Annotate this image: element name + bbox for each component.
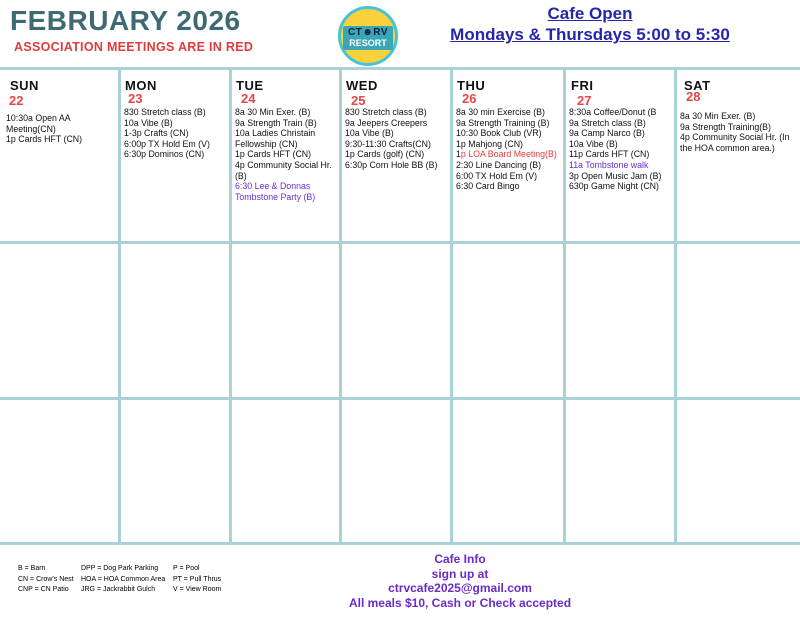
- day-name: WED: [346, 78, 378, 93]
- event-item: 6:30p Dominos (CN): [124, 149, 205, 160]
- day-number: 26: [462, 91, 477, 106]
- event-list: [345, 107, 447, 171]
- cafe-open-title: Cafe Open: [547, 4, 633, 23]
- event-item: 830 Stretch class (B): [345, 107, 427, 117]
- day-cell-sun: [3, 70, 118, 241]
- association-meetings-note: ASSOCIATION MEETINGS ARE IN RED: [14, 40, 254, 54]
- event-item: 2:30 Line Dancing (B): [456, 159, 542, 170]
- event-item: 10a Ladies Christain Fellowship (CN): [235, 128, 318, 149]
- legend-entry: HOA = HOA Common Area: [81, 575, 166, 583]
- event-item: [456, 149, 560, 160]
- day-cell-sat: [677, 70, 799, 241]
- event-item: 830 Stretch class (B): [124, 107, 206, 117]
- legend-row: [18, 575, 233, 586]
- legend-entry: CNP = CN Patio: [18, 586, 69, 593]
- event-item: 1-3p Crafts (CN): [124, 128, 189, 139]
- day-cell-thu: [453, 70, 563, 241]
- day-number: 22: [9, 93, 24, 108]
- legend-entry: V = View Room: [173, 586, 222, 593]
- cafe-info-signup: sign up at: [431, 566, 489, 581]
- event-text: p LOA Board Meeting(B): [460, 149, 557, 160]
- location-legend: [18, 564, 233, 596]
- legend-entry: B = Barn: [18, 565, 46, 572]
- event-item: 4p Community Social Hr. (B): [235, 159, 335, 181]
- resort-logo: [338, 6, 398, 66]
- event-list: [680, 111, 796, 153]
- legend-entry: CN = Crow's Nest: [18, 575, 74, 583]
- event-item: 10a Vibe (B): [569, 138, 618, 149]
- event-item: 6:00 TX Hold Em (V): [456, 170, 537, 181]
- day-cell-fri: [566, 70, 674, 241]
- day-number: 24: [241, 91, 256, 106]
- event-item: 630p Game Night (CN): [569, 181, 659, 192]
- day-cell-tue: [232, 70, 339, 241]
- event-list: [235, 107, 336, 202]
- day-number: 25: [351, 93, 366, 108]
- event-item: 8:30a Coffee/Donut (B: [569, 107, 657, 117]
- event-prefix: 1: [456, 149, 461, 160]
- legend-entry: PT = Pull Thrus: [173, 575, 222, 583]
- event-item: 4p Community Social Hr. (In the HOA common area.): [680, 132, 792, 153]
- logo-text-line2: RESORT: [349, 38, 387, 48]
- event-item: 10a Vibe (B): [345, 128, 394, 139]
- cafe-info-email: ctrvcafe2025@gmail.com: [388, 581, 532, 595]
- event-item: 1p Mahjong (CN): [456, 138, 523, 149]
- day-cell-mon: [121, 70, 229, 241]
- event-item: 8a 30 Min Exer. (B): [235, 107, 311, 117]
- day-number: 23: [128, 91, 143, 106]
- event-list: [569, 107, 671, 192]
- event-item: 11a Tombstone walk: [569, 159, 649, 170]
- legend-entry: JRG = Jackrabbit Gulch: [81, 586, 156, 593]
- event-list: [456, 107, 560, 192]
- month-title: FEBRUARY 2026: [10, 5, 241, 36]
- event-list: [124, 107, 226, 160]
- event-item: 8a 30 min Exercise (B): [456, 107, 545, 117]
- event-item: 9:30-11:30 Crafts(CN): [345, 138, 431, 149]
- event-item: 8a 30 Min Exer. (B): [680, 111, 756, 121]
- event-item: 9a Stretch class (B): [569, 117, 646, 128]
- event-item: 6:30p Corn Hole BB (B): [345, 159, 438, 170]
- day-cell-wed: [342, 70, 450, 241]
- day-number: 27: [577, 93, 592, 108]
- legend-entry: P = Pool: [173, 565, 200, 572]
- day-name: SUN: [10, 78, 39, 93]
- cafe-info-pricing: All meals $10, Cash or Check accepted: [348, 595, 572, 610]
- event-item: 9a Strength Training(B): [680, 121, 771, 132]
- event-item: 9a Jeepers Creepers: [345, 117, 428, 128]
- cafe-info-title: Cafe Info: [434, 552, 486, 566]
- event-item: 10a Vibe (B): [124, 117, 173, 128]
- cafe-open-header: [425, 4, 755, 46]
- event-item: 6:30 Card Bingo: [456, 181, 520, 192]
- day-name: FRI: [571, 78, 594, 93]
- cafe-open-hours: Mondays & Thursdays 5:00 to 5:30: [450, 25, 730, 44]
- event-item: 6:30 Lee & Donnas Tombstone Party (B): [235, 181, 316, 202]
- event-item: 10:30a Open AA Meeting(CN): [6, 113, 73, 134]
- legend-entry: DPP = Dog Park Parking: [81, 565, 159, 572]
- calendar-grid: [0, 67, 800, 545]
- event-item: 1p Cards HFT (CN): [6, 134, 83, 145]
- event-list: [6, 113, 115, 145]
- day-number: 28: [686, 89, 701, 104]
- day-name: TUE: [236, 78, 264, 93]
- event-item: 9a Strength Train (B): [235, 117, 317, 128]
- event-item: 1p Cards HFT (CN): [235, 149, 312, 160]
- day-name: MON: [125, 78, 157, 93]
- event-item: 3p Open Music Jam (B): [569, 170, 662, 181]
- event-item: 9a Camp Narco (B): [569, 128, 645, 139]
- event-item: 1p Cards (golf) (CN): [345, 149, 425, 160]
- event-item: 11p Cards HFT (CN): [569, 149, 650, 160]
- event-item: 9a Strength Training (B): [456, 117, 550, 128]
- event-item: 6:00p TX Hold Em (V): [124, 138, 210, 149]
- legend-row: [18, 585, 233, 596]
- cafe-info: [300, 552, 620, 610]
- day-name: THU: [457, 78, 486, 93]
- logo-text-line1: CT☻RV: [347, 27, 389, 38]
- legend-row: [18, 564, 233, 575]
- day-name: SAT: [684, 78, 711, 93]
- event-item: 10:30 Book Club (VR): [456, 128, 542, 139]
